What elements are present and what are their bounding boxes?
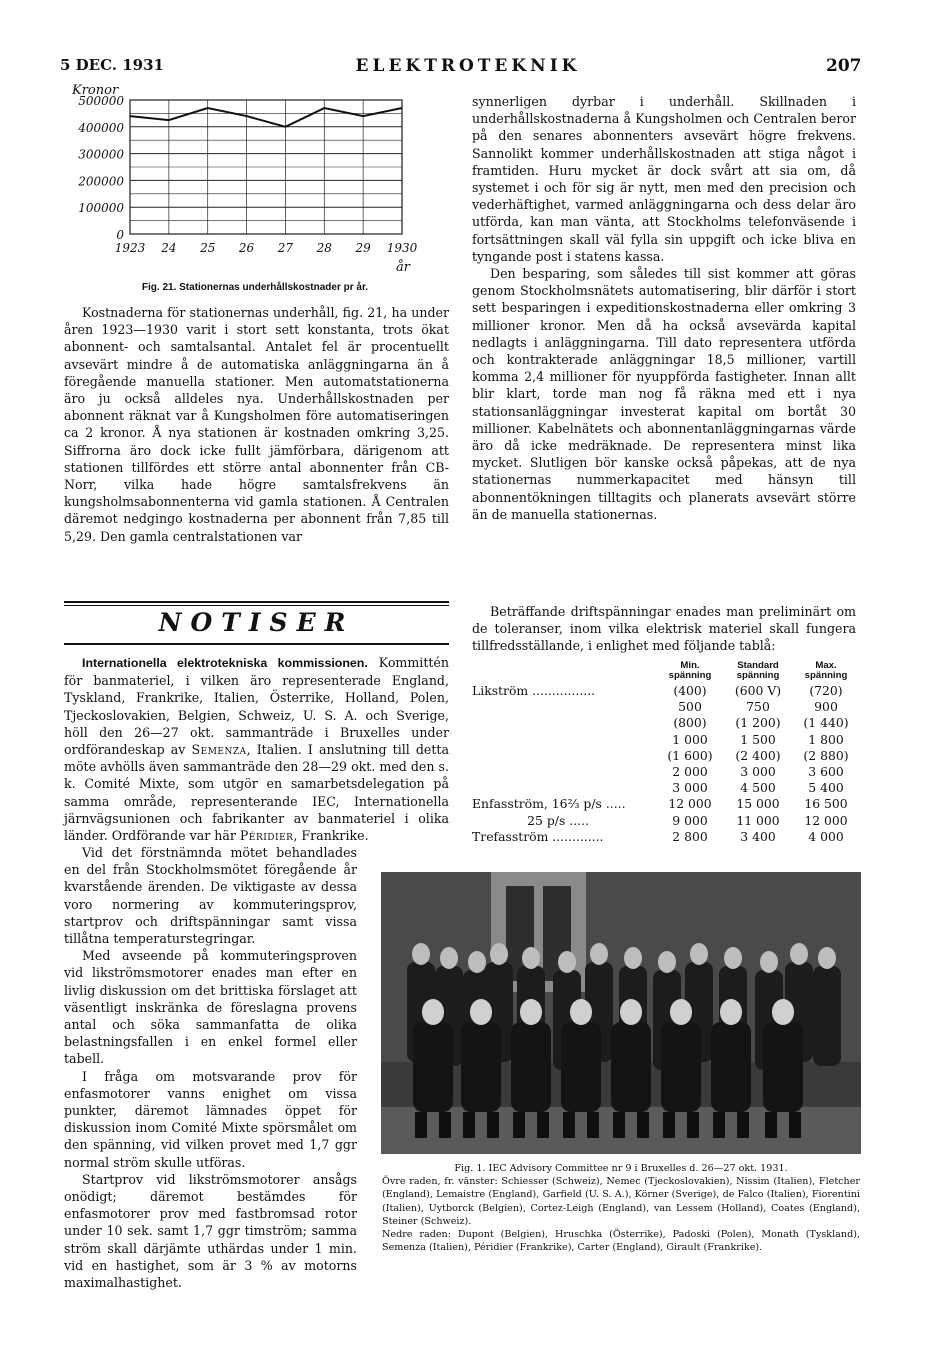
table-row [472,813,860,829]
figure-21-chart [62,84,442,274]
cell-standard: 3 000 [740,764,776,780]
photo-caption-title: Fig. 1. IEC Advisory Committee nr 9 i Bruxelles d. 26—27 okt. 1931. [454,1163,788,1174]
notiser-paragraph: Startprov vid likströmsmotorer ansågs onödigt; däremot bestämdes för enfasmotorer prov med fastbromsad rotor under 10 sek. samt 1,7 ggr timström; samma ström skall därjämte uthärdas under 1 min. vid en hastighet, som är 3 % av motorns maximalhastighet. [64,1171,357,1291]
cell-min: 2 800 [672,828,708,844]
cell-max: 16 500 [804,796,848,812]
cell-max: (1 440) [803,715,849,731]
voltage-intro-text: Beträffande driftspänningar enades man preliminärt om de toleranser, inom vilka elektrisk materiel skall fungera tillfredsställande, i enlighet med följande tablå: [472,604,856,654]
table-header-row [472,660,860,683]
cell-max: 5 400 [808,780,844,796]
notiser-paragraph: Vid det förstnämnda mötet behandlades en del från Stockholmsmötet föregående år kvarstående ärenden. De viktigaste av dessa voro normering av kommuteringsprov, startprov och driftspänningar samt vissa tillåtna temperaturstegringar. [64,845,357,947]
cell-standard: (1 200) [735,715,781,731]
table-row [472,796,860,812]
row-label: Trefasström ............. [472,828,604,844]
row-label [472,764,656,780]
cell-max: 1 800 [808,731,844,747]
cell-min: 1 000 [672,731,708,747]
row-label: 25 p/s ..... [472,812,589,828]
header-min: Min. spänning [668,660,712,681]
row-label [472,780,656,796]
chart-x-tick-label: 24 [161,241,177,255]
figure-21-caption: Fig. 21. Stationernas underhållskostnader pr år. [141,282,369,293]
chart-x-tick-label: 1930 [386,241,418,255]
cell-standard: (2 400) [735,747,781,763]
row-label [472,715,656,731]
section-rule-bottom [64,643,449,645]
committee-photograph [381,872,861,1154]
table-row [472,780,860,796]
cell-max: 4 000 [808,828,844,844]
article-paragraph: Den besparing, som således till sist kommer att göras genom Stockholmsnätets automatisering, blir därför i stort sett besparingen i expeditionskostnaderna eller omkring 3 millioner kronor. Men då ha också avsevärda kapital nedlagts i anläggningarna. Till dato representera utförda och kontrakterade anläggningar 18,5 millioner, vartill komma 2,4 millioner för nyuppförda fastigheter. Innan allt blir klart, torde man nog få räkna med ett i nya stationsanläggningar investerat kapital om bortåt 30 millioner. Kabelnätets och abonnentanläggningarnas värde äro då icke medräknade. De representera minst lika mycket. Slutligen bör kanske också påpekas, att de nya stationernas nummerkapacitet med hänsyn till abonnentökningen tilltagits och planerats avsevärt större än de manuella stationernas. [472,266,856,522]
cell-max: (2 880) [803,747,849,763]
notiser-paragraph: Internationella elektrotekniska kommissionen. Kommittén för banmateriel, i vilken äro representerade England, Tyskland, Frankrike, Italien, Österrike, Holland, Polen, Tjeckoslovakien, Belgien, Schweiz, U. S. A. och Sverige, höll den 26—27 okt. sammanträde i Bruxelles under ordförandeskap av Semenza, Italien. I anslutning till detta möte avhölls även sammanträde den 28—29 okt. med den s. k. Comité Mixte, som utgör en samarbetsdelegation på samma område, representerande IEC, Internationella järnvägsunionen och fabrikanter av banmateriel i olika länder. Ordförande var här Péridier, Frankrike. [64,655,449,844]
left-column-text [64,304,449,545]
chart-y-tick-label: 300000 [78,147,124,162]
cell-min: 9 000 [672,812,708,828]
cell-min: 12 000 [668,796,712,812]
run-in-heading: Internationella elektrotekniska kommissionen. [82,656,368,670]
cell-min: 2 000 [672,764,708,780]
row-label [472,732,656,748]
journal-title: ELEKTROTEKNIK [355,56,581,76]
table-row [472,732,860,748]
cell-standard: 750 [746,699,770,715]
article-paragraph: Kostnaderna för stationernas underhåll, fig. 21, ha under åren 1923—1930 varit i stort sett konstanta, trots ökat abonnent- och samtalsantal. Antalet fel är procentuellt avsevärt mindre å de automatiska anläggningarna än å föregående manuella stationer. Men automatstationerna äro ju också alldeles nya. Underhållskostnaden per abonnent räknat var å Kungsholmen före automatiseringen ca 2 kronor. Å nya stationen är kostnaden omkring 3,25. Siffrorna äro dock icke fullt jämförbara, därigenom att stationen tillfördes ett större antal abonnenter från CB-Norr, vilka hade högre samtalsfrekvens än kungsholmsabonnenterna vid gamla stationen. Å Centralen däremot nedgingo kostnaderna per abonnent från 7,85 till 5,29. Den gamla centralstationen var [64,305,449,544]
section-rule-top-thin [64,605,449,606]
issue-date: 5 DEC. 1931 [60,56,164,74]
cell-max: (720) [809,683,843,698]
section-rule-top [64,601,449,603]
cell-min: 3 000 [672,780,708,796]
table-row [472,748,860,764]
chart-x-tick-label: 28 [316,241,332,255]
chart-x-tick-label: 29 [355,241,371,255]
table-row [472,699,860,715]
chart-x-tick-label: 26 [238,241,255,255]
right-column-text [472,93,856,523]
cell-min: (400) [673,683,707,698]
page-number: 207 [826,56,862,76]
table-row [472,764,860,780]
cell-min: (1 600) [667,747,713,763]
cell-standard: 3 400 [740,828,776,844]
row-label: Enfasström, 16⅔ p/s ..... [472,796,626,812]
person-name: Péridier [239,828,294,844]
row-label: Likström ................ [472,683,596,698]
chart-y-tick-label: 100000 [78,201,124,216]
photo-caption [382,1162,860,1254]
cell-min: (800) [673,715,707,731]
voltage-intro [472,603,856,655]
table-row [472,715,860,731]
voltage-table [472,660,860,845]
table-row [472,829,860,845]
chart-x-tick-label: 27 [277,241,294,255]
chart-x-tick-label: 25 [200,241,216,255]
table-row [472,683,860,699]
chart-y-tick-label: 500000 [78,94,124,108]
chart-y-tick-label: 0 [116,228,124,242]
cell-max: 12 000 [804,812,848,828]
notiser-narrow-column [64,844,357,1291]
photo-caption-top-row: Övre raden, fr. vänster: Schiesser (Schweiz), Nemec (Tjeckoslovakien), Nissim (Italien), Fletcher (England), Lemaistre (England), Garfield (U. S. A.), Körner (Sverige), de Falco (Italien), Fiorentini (Italien), Uytborck (Belgien), Cortez-Leigh (England), van Lessem (Holland), Coates (England), Steiner (Schweiz). [382,1176,860,1227]
header-standard: Standard spänning [736,660,780,681]
header-max: Max. spänning [804,660,848,681]
notiser-intro [64,654,449,844]
chart-xlabel: år [396,260,410,274]
chart-ylabel: Kronor [72,84,119,98]
photo-caption-bottom-row: Nedre raden: Dupont (Belgien), Hruschka (Österrike), Padoski (Polen), Monath (Tyskland), Semenza (Italien), Péridier (Frankrike), Carter (England), Girault (Frankrike). [382,1229,860,1254]
cell-min: 500 [678,699,702,715]
cell-standard: 11 000 [736,812,780,828]
chart-y-tick-label: 200000 [78,174,124,189]
cell-standard: 4 500 [740,780,776,796]
notiser-paragraph: I fråga om motsvarande prov för enfasmotorer vanns enighet om vissa punkter, däremot lämnades öppet för diskussion inom Comité Mixte spörsmålet om den spänning, vid vilken provet med 1,7 ggr normal ström skulle utföras. [64,1068,357,1170]
section-title-notiser: NOTISER [158,608,355,637]
row-label [472,699,656,715]
cell-standard: 15 000 [736,796,780,812]
notiser-paragraph: Med avseende på kommuteringsproven vid likströmsmotorer enades man efter en livlig diskussion om det brittiska förslaget att väsentligt inskränka de föreslagna provens antal och söka sammanfatta de olika belastningsfallen i en enkel formel eller tabell. [64,948,357,1067]
cell-max: 900 [814,699,838,715]
row-label [472,748,656,764]
chart-y-tick-label: 400000 [78,120,124,135]
article-paragraph: synnerligen dyrbar i underhåll. Skillnaden i underhållskostnaderna å Kungsholmen och Centralen beror på den senares abonnenters avsevärt högre frekvens. Sannolikt kommer underhållskostnaden att stiga något i framtiden. Huru mycket är dock svårt att sia om, då systemet i och för sig är nytt, men med den precision och vederhäftighet, varmed anläggningarna och dess delar äro utförda, kan man vänta, att Stockholms telefonväsende i fortsättningen skall väl fylla sin uppgift och icke bliva en tyngande post i statens kassa. [472,94,856,264]
chart-x-tick-label: 1923 [114,241,146,255]
cell-max: 3 600 [808,764,844,780]
chart-series-line [130,108,402,127]
person-name: Semenza [191,742,247,758]
cell-standard: (600 V) [734,683,782,698]
cell-standard: 1 500 [740,731,776,747]
